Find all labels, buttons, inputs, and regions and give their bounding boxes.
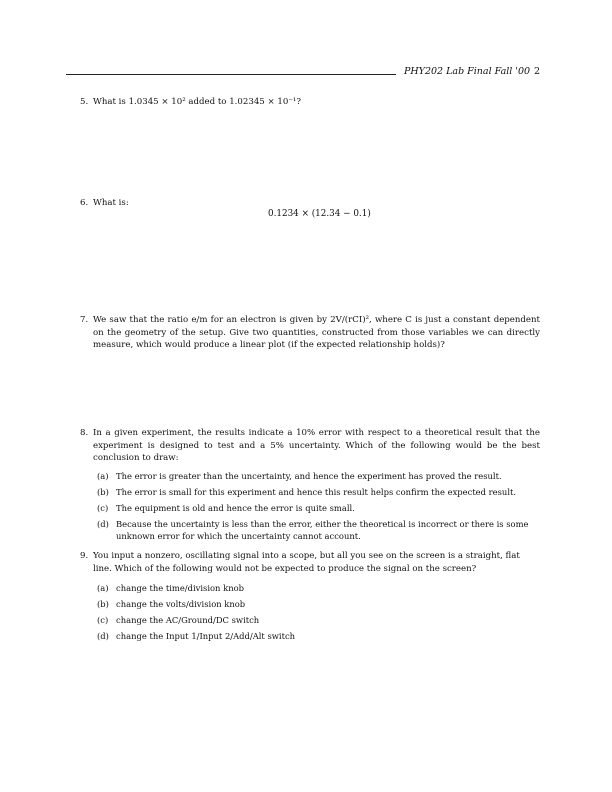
option-text: The equipment is old and hence the error is quite small. [116, 503, 355, 513]
option-text: change the Input 1/Input 2/Add/Alt switch [116, 631, 296, 641]
option-text: Because the uncertainty is less than the error, either the theoretical is incorrect or there is some unknown error for which the uncertainty cannot account. [116, 519, 529, 541]
question-number: 5. [80, 97, 89, 107]
question-text: You input a nonzero, oscillating signal into a scope, but all you see on the screen is a straight, flat line. Which of the following would not be expected to produce the signal on the screen? [93, 551, 520, 574]
question-number: 8. [80, 428, 89, 438]
question-number: 9. [80, 551, 89, 561]
header-title: PHY202 Lab Final Fall '00 [404, 66, 531, 77]
option-text: change the time/division knob [116, 583, 244, 593]
question-number: 7. [80, 315, 89, 325]
option-text: The error is small for this experiment and hence this result helps confirm the expected result. [116, 487, 517, 497]
option-label: (a) [97, 583, 109, 593]
option-label: (d) [97, 519, 109, 529]
question-text: What is 1.0345 × 10² added to 1.02345 × 10⁻¹? [93, 97, 301, 107]
option-label: (b) [97, 599, 109, 609]
option-text: change the AC/Ground/DC switch [116, 615, 260, 625]
page-number: 2 [534, 66, 541, 77]
question-text: What is: [93, 198, 129, 208]
header-rule [66, 74, 396, 75]
option-label: (b) [97, 487, 109, 497]
option-label: (c) [97, 615, 109, 625]
option-text: change the volts/division knob [116, 599, 246, 609]
option-label: (c) [97, 503, 109, 513]
option-label: (d) [97, 631, 109, 641]
question-text: We saw that the ratio e/m for an electron is given by 2V/(rCI)², where C is just a constant dependent on the geometry of the setup. Give two quantities, constructed from those variables we can directly measure, which would produce a linear plot (if the expected relationship holds)? [93, 315, 540, 351]
question-6-formula: 0.1234 × (12.34 − 0.1) [268, 209, 371, 219]
question-number: 6. [80, 198, 89, 208]
option-label: (a) [97, 471, 109, 481]
question-text: In a given experiment, the results indicate a 10% error with respect to a theoretical result that the experiment is designed to test and a 5% uncertainty. Which of the following would be the best conclusion to draw: [93, 428, 540, 464]
option-text: The error is greater than the uncertainty, and hence the experiment has proved the result. [116, 471, 502, 481]
